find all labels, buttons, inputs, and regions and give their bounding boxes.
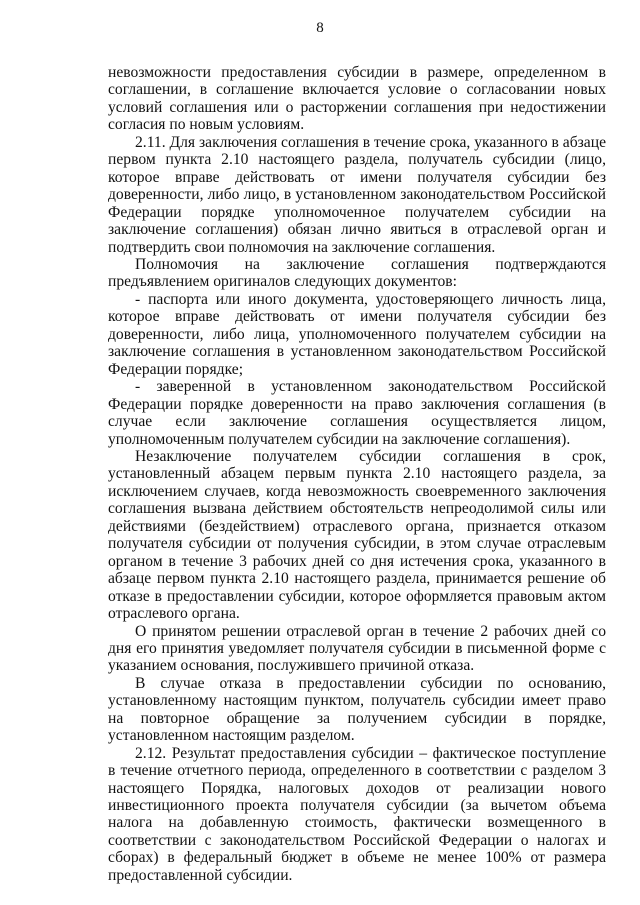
paragraph: - паспорта или иного документа, удостоверяющего личность лица, которое вправе действовать от имени получателя субсидии без доверенности, либо лица, уполномоченного получателем субсидии на заключение соглашения в установленном законодательством Российской Федерации порядке;: [108, 290, 606, 378]
paragraph: - заверенной в установленном законодательством Российской Федерации порядке доверенности на право заключения соглашения (в случае если заключение соглашения осуществляется лицом, уполномоченным получателем субсидии на заключение соглашения).: [108, 378, 606, 448]
paragraph: О принятом решении отраслевой орган в течение 2 рабочих дней со дня его принятия уведомляет получателя субсидии в письменной форме с указанием основания, послужившего причиной отказа.: [108, 622, 606, 675]
paragraph: 2.11. Для заключения соглашения в течение срока, указанного в абзаце первом пункта 2.10 настоящего раздела, получатель субсидии (лицо, которое вправе действовать от имени получателя субсидии без доверенности, либо лицо, в установленном законодательством Российской Федерации порядке уполномоченное получателем субсидии на заключение соглашения) обязан лично явиться в отраслевой орган и подтвердить свои полномочия на заключение соглашения.: [108, 133, 606, 256]
paragraph: невозможности предоставления субсидии в размере, определенном в соглашении, в соглашение включается условие о согласовании новых условий соглашения или о расторжении соглашения при недостижении согласия по новым условиям.: [108, 64, 606, 134]
paragraph: В случае отказа в предоставлении субсидии по основанию, установленному настоящим пунктом, получатель субсидии имеет право на повторное обращение за получением субсидии в порядке, установленном настоящим разделом.: [108, 674, 606, 745]
paragraph: 2.12. Результат предоставления субсидии – фактическое поступление в течение отчетного периода, определенного в соответствии с разделом 3 настоящего Порядка, налоговых доходов от реализации нового инвестиционного проекта получателя субсидии (за вычетом объема налога на добавленную стоимость, фактически возмещенного в соответствии с законодательством Российской Федерации о налогах и сборах) в федеральный бюджет в объеме не менее 100% от размера предоставленной субсидии.: [108, 744, 606, 884]
document-body: [108, 64, 606, 884]
page-number: 8: [316, 20, 324, 36]
paragraph: Незаключение получателем субсидии соглашения в срок, установленный абзацем первым пункта 2.10 настоящего раздела, за исключением случаев, когда невозможность своевременного заключения соглашения вызвана действием обстоятельств непреодолимой силы или действиями (бездействием) отраслевого органа, признается отказом получателя субсидии от получения субсидии, в этом случае отраслевым органом в течение 3 рабочих дней со дня истечения срока, указанного в абзаце первом пункта 2.10 настоящего раздела, принимается решение об отказе в предоставлении субсидии, которое оформляется правовым актом отраслевого органа.: [108, 447, 606, 623]
paragraph: Полномочия на заключение соглашения подтверждаются предъявлением оригиналов следующих документов:: [108, 255, 606, 291]
